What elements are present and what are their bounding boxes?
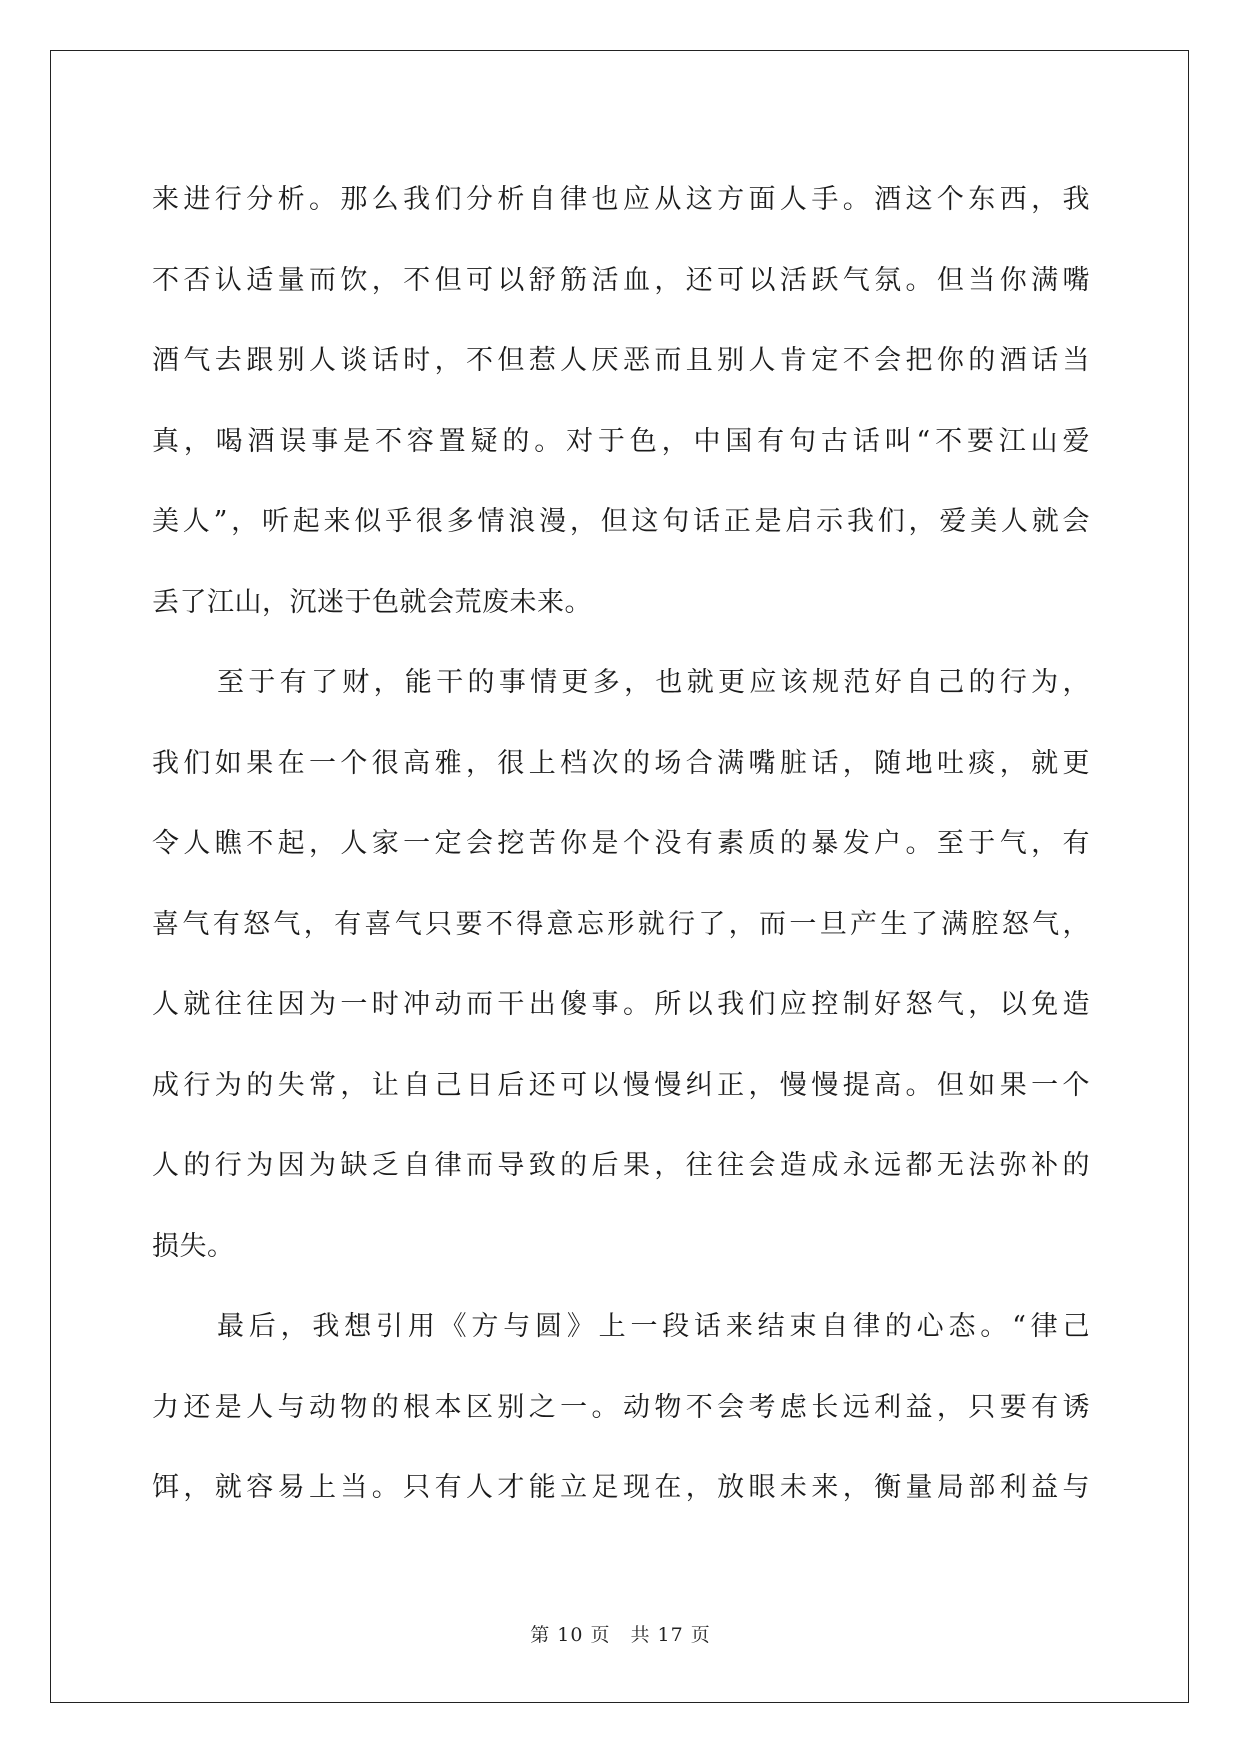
paragraph-3 (152, 1287, 1090, 1529)
text-line: 喜气有怒气，有喜气只要不得意忘形就行了，而一旦产生了满腔怒气， (152, 908, 1090, 940)
text-line: 力还是人与动物的根本区别之一。动物不会考虑长远利益，只要有诱 (152, 1391, 1090, 1423)
page-number-footer: 第 10 页 共 17 页 (530, 1624, 711, 1646)
document-body (152, 160, 1090, 1529)
text-line: 人就往往因为一时冲动而干出傻事。所以我们应控制好怒气，以免造 (152, 989, 1090, 1020)
text-line: 成行为的失常，让自己日后还可以慢慢纠正，慢慢提高。但如果一个 (152, 1069, 1090, 1101)
text-line: 我们如果在一个很高雅，很上档次的场合满嘴脏话，随地吐痰，就更 (152, 747, 1090, 779)
text-line: 不否认适量而饮，不但可以舒筋活血，还可以活跃气氛。但当你满嘴 (152, 264, 1090, 296)
text-line: 至于有了财，能干的事情更多，也就更应该规范好自己的行为， (217, 667, 1090, 698)
text-line: 令人瞧不起，人家一定会挖苦你是个没有素质的暴发户。至于气，有 (152, 828, 1090, 859)
text-line: 酒气去跟别人谈话时，不但惹人厌恶而且别人肯定不会把你的酒话当 (152, 345, 1090, 376)
text-line: 真，喝酒误事是不容置疑的。对于色，中国有句古话叫“不要江山爱 (152, 425, 1090, 457)
text-line: 美人”，听起来似乎很多情浪漫，但这句话正是启示我们，爱美人就会 (152, 506, 1090, 537)
text-line: 损失。 (152, 1230, 235, 1262)
paragraph-2 (152, 643, 1090, 1287)
text-line: 饵，就容易上当。只有人才能立足现在，放眼未来，衡量局部利益与 (152, 1472, 1090, 1503)
text-line: 丢了江山，沉迷于色就会荒废未来。 (152, 586, 592, 618)
text-line: 最后，我想引用《方与圆》上一段话来结束自律的心态。“律己 (217, 1311, 1090, 1342)
paragraph-1 (152, 160, 1090, 643)
text-line: 来进行分析。那么我们分析自律也应从这方面人手。酒这个东西，我 (152, 184, 1090, 215)
text-line: 人的行为因为缺乏自律而导致的后果，往往会造成永远都无法弥补的 (152, 1150, 1090, 1181)
